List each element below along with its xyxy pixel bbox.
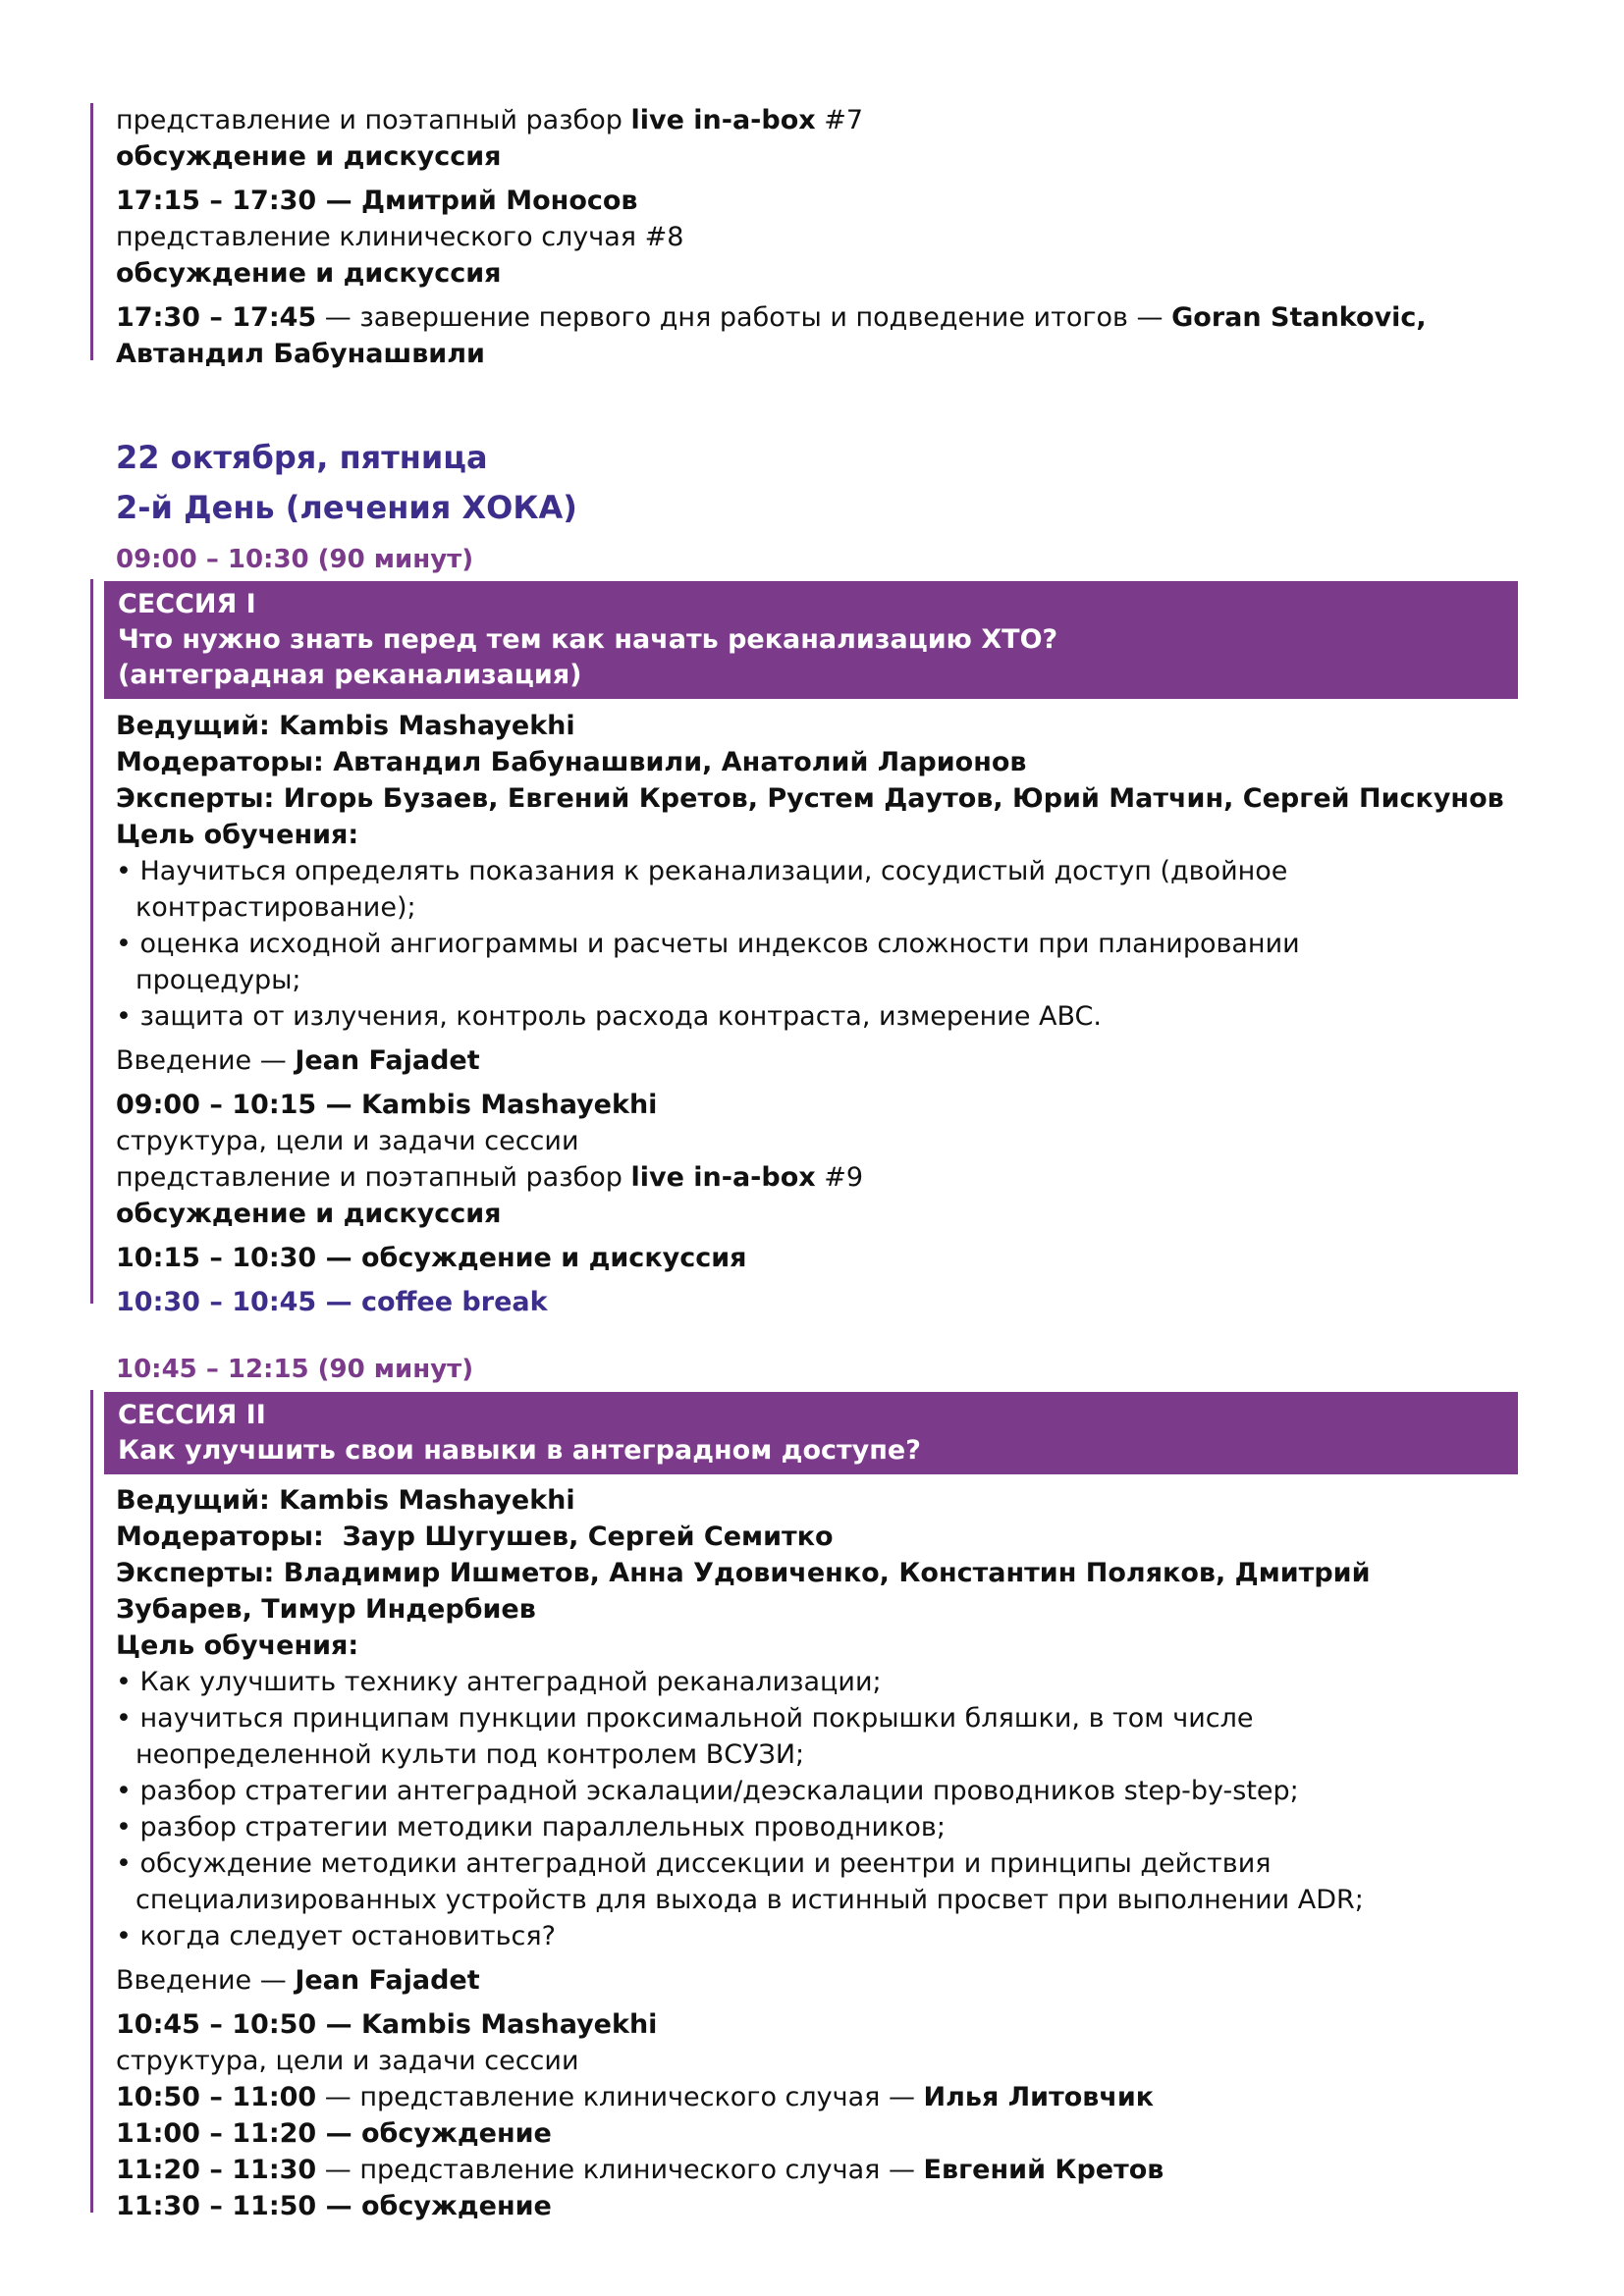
session2-goal-item: • разбор стратегии методики параллельных проводников;	[116, 1812, 946, 1842]
session1-intro: Введение — Jean Fajadet	[116, 1045, 480, 1076]
session2-item4: 11:20 – 11:30 — представление клинического случая — Евгений Кретов	[116, 2155, 1164, 2185]
session1-item1-heading: 09:00 – 10:15 — Kambis Mashayekhi	[116, 1090, 658, 1120]
session2-item3: 11:00 – 11:20 — обсуждение	[116, 2118, 552, 2149]
session1-time-slot: 09:00 – 10:30 (90 минут)	[116, 545, 474, 574]
session2-goal-item: • когда следует остановиться?	[116, 1921, 556, 1951]
session1-goal-item: • Научиться определять показания к реканализации, сосудистый доступ (двойное	[116, 856, 1288, 886]
item-8-discussion: обсуждение и дискуссия	[116, 258, 502, 289]
day2-date-heading: 22 октября, пятница	[116, 439, 488, 476]
session2-goal-item: • разбор стратегии антеградной эскалации/деэскалации проводников step-by-step;	[116, 1776, 1299, 1806]
live-case-7-line: представление и поэтапный разбор live in-a-box #7	[116, 105, 864, 135]
session1-goal-item: • защита от излучения, контроль расхода контраста, измерение ABC.	[116, 1001, 1102, 1032]
session1-header	[104, 581, 1518, 699]
session1-moderators: Модераторы: Автандил Бабунашвили, Анатолий Ларионов	[116, 747, 1027, 777]
session2-item1-desc: структура, цели и задачи сессии	[116, 2046, 579, 2076]
day1-tail	[116, 102, 1510, 372]
session1-item1-discussion: обсуждение и дискуссия	[116, 1199, 502, 1229]
session1-subtitle: (антеградная реканализация)	[118, 660, 582, 690]
session2-experts: Эксперты: Владимир Ишметов, Анна Удовиченко, Константин Поляков, Дмитрий	[116, 1558, 1371, 1588]
session1-goal-item-cont: процедуры;	[135, 965, 301, 995]
session1-title: Что нужно знать перед тем как начать реканализацию ХТО?	[118, 624, 1058, 655]
session2-goal-item: • обсуждение методики антеградной диссекции и реентри и принципы действия	[116, 1848, 1272, 1879]
session2-item2: 10:50 – 11:00 — представление клинического случая — Илья Литовчик	[116, 2082, 1155, 2112]
session1-goal-item: • оценка исходной ангиограммы и расчеты индексов сложности при планировании	[116, 929, 1300, 959]
section-divider-line	[90, 103, 93, 360]
closing-line: 17:30 – 17:45 — завершение первого дня работы и подведение итогов — Goran Stankovic,	[116, 302, 1427, 333]
session2-goal-label: Цель обучения:	[116, 1630, 359, 1661]
session2-host: Ведущий: Kambis Mashayekhi	[116, 1485, 575, 1516]
item-8-heading: 17:15 – 17:30 — Дмитрий Моносов	[116, 186, 638, 216]
closing-names: Автандил Бабунашвили	[116, 339, 485, 369]
session1-item1-case: представление и поэтапный разбор live in-a-box #9	[116, 1162, 864, 1193]
session1-host: Ведущий: Kambis Mashayekhi	[116, 711, 575, 741]
item-8-desc: представление клинического случая #8	[116, 222, 684, 252]
session2-intro: Введение — Jean Fajadet	[116, 1965, 480, 1996]
session1-goal-label: Цель обучения:	[116, 820, 359, 850]
session1-label: СЕССИЯ I	[118, 589, 256, 619]
session1-body	[116, 708, 1510, 1320]
session2-moderators: Модераторы: Заур Шугушев, Сергей Семитко	[116, 1522, 834, 1552]
session2-body	[116, 1482, 1510, 2224]
session2-time-slot: 10:45 – 12:15 (90 минут)	[116, 1355, 474, 1384]
session2-goal-item-cont: неопределенной культи под контролем ВСУЗИ;	[135, 1739, 805, 1770]
session1-goal-item-cont: контрастирование);	[135, 892, 416, 923]
session1-item1-desc: структура, цели и задачи сессии	[116, 1126, 579, 1156]
session2-label: СЕССИЯ II	[118, 1400, 266, 1430]
session2-header	[104, 1392, 1518, 1474]
day2-title-heading: 2-й День (лечения ХОКА)	[116, 489, 577, 526]
session2-experts-cont: Зубарев, Тимур Индербиев	[116, 1594, 536, 1625]
session1-item2: 10:15 – 10:30 — обсуждение и дискуссия	[116, 1243, 747, 1273]
session2-title: Как улучшить свои навыки в антеградном доступе?	[118, 1435, 921, 1466]
session2-goal-item: • Как улучшить технику антеградной реканализации;	[116, 1667, 882, 1697]
coffee-break: 10:30 – 10:45 — coffee break	[116, 1287, 548, 1317]
session2-goal-item-cont: специализированных устройств для выхода в истинный просвет при выполнении ADR;	[135, 1885, 1364, 1915]
session2-item1-heading: 10:45 – 10:50 — Kambis Mashayekhi	[116, 2009, 658, 2040]
session2-item5: 11:30 – 11:50 — обсуждение	[116, 2191, 552, 2221]
discussion-line: обсуждение и дискуссия	[116, 141, 502, 172]
session1-experts: Эксперты: Игорь Бузаев, Евгений Кретов, Рустем Даутов, Юрий Матчин, Сергей Пискунов	[116, 783, 1504, 814]
session1-divider-line	[90, 579, 93, 1304]
session2-divider-line	[90, 1390, 93, 2213]
session2-goal-item: • научиться принципам пункции проксимальной покрышки бляшки, в том числе	[116, 1703, 1254, 1734]
